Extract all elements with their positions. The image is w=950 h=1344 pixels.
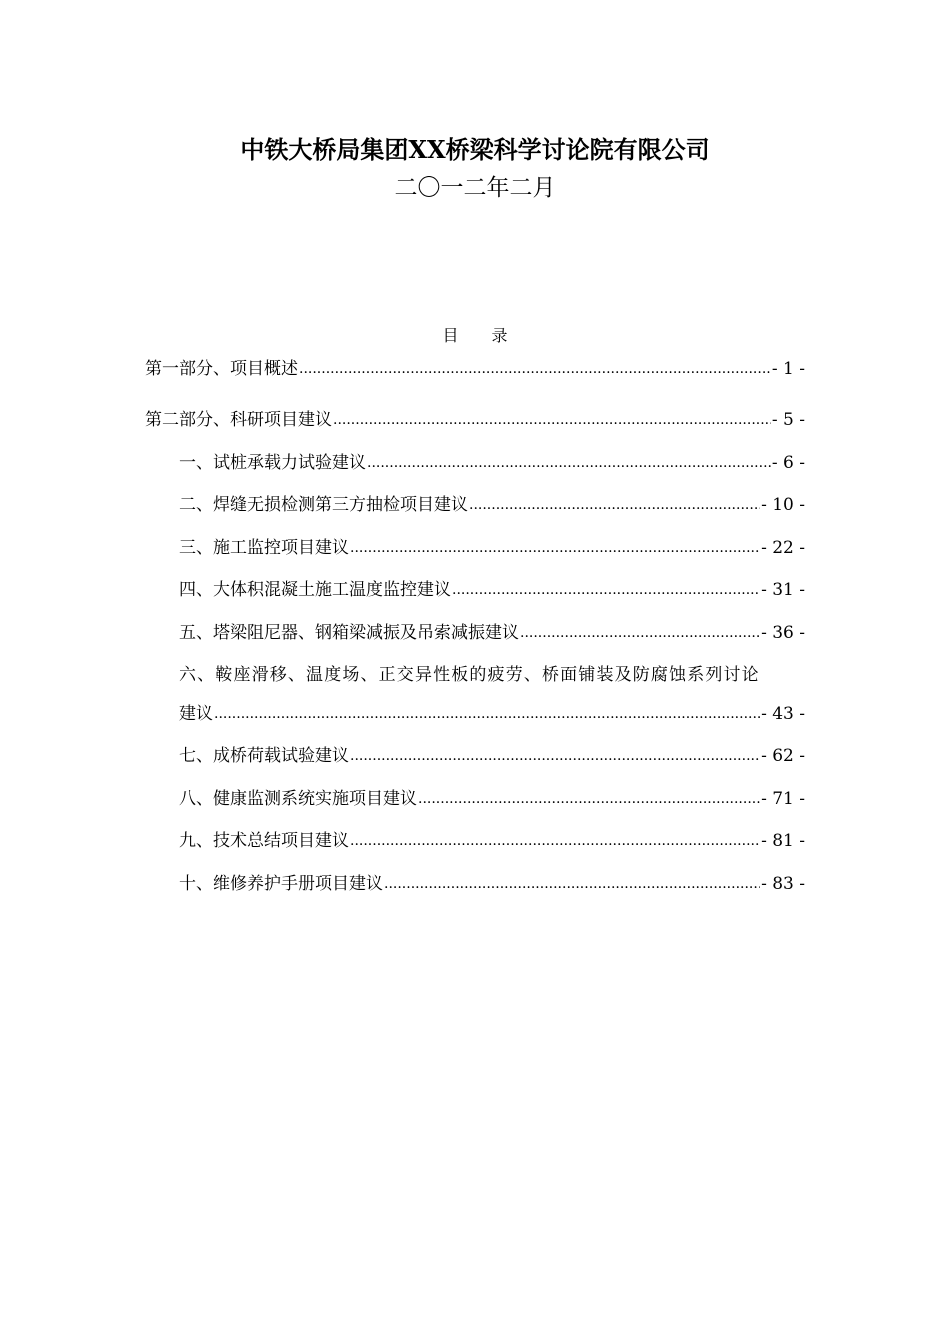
toc-entry-section-3[interactable] [179,536,805,560]
toc-leader-dots [350,536,760,560]
toc-leader-dots [299,357,771,381]
toc-entry-section-6-line-1[interactable]: 六、鞍座滑移、温度场、正交异性板的疲劳、桥面铺装及防腐蚀系列讨论 [179,665,760,685]
toc-entry-label: 七、成桥荷载试验建议 [179,746,349,766]
toc-entry-label: 二、焊缝无损检测第三方抽检项目建议 [179,495,468,515]
toc-page-number: - 83 - [761,874,805,894]
toc-entry-section-7[interactable] [179,744,805,768]
toc-entry-section-4[interactable] [179,578,805,602]
toc-entry-section-6[interactable] [179,702,805,726]
toc-page-number: - 81 - [761,831,805,851]
toc-entry-section-10[interactable] [179,872,805,896]
toc-entry-label: 五、塔梁阻尼器、钢箱梁减振及吊索减振建议 [179,623,519,643]
toc-entry-label: 第一部分、项目概述 [145,359,298,379]
organization-title: 中铁大桥局集团XX桥梁科学讨论院有限公司 [240,135,710,164]
toc-leader-dots [350,829,760,853]
document-date: 二〇一二年二月 [394,175,556,201]
toc-entry-section-8[interactable] [179,787,805,811]
toc-entry-label: 一、试桩承载力试验建议 [179,453,366,473]
toc-leader-dots [350,744,760,768]
toc-entry-section-5[interactable] [179,621,805,645]
toc-heading: 目 录 [442,326,522,345]
toc-entry-section-1[interactable] [179,451,805,475]
toc-entry-part-1[interactable] [145,357,805,381]
toc-page-number: - 31 - [761,580,805,600]
toc-entry-label: 十、维修养护手册项目建议 [179,874,383,894]
toc-page-number: - 5 - [771,410,805,430]
toc-entry-label: 九、技术总结项目建议 [179,831,349,851]
toc-leader-dots [214,702,760,726]
toc-page-number: - 43 - [761,704,805,724]
toc-leader-dots [520,621,760,645]
toc-page-number: - 6 - [771,453,805,473]
toc-entry-label: 八、健康监测系统实施项目建议 [179,789,417,809]
toc-entry-section-2[interactable] [179,493,805,517]
toc-page-number: - 71 - [761,789,805,809]
toc-entry-section-9[interactable] [179,829,805,853]
toc-entry-part-2[interactable] [145,408,805,432]
toc-entry-label: 三、施工监控项目建议 [179,538,349,558]
toc-leader-dots [367,451,771,475]
toc-entry-label: 四、大体积混凝土施工温度监控建议 [179,580,451,600]
toc-page-number: - 62 - [761,746,805,766]
toc-page-number: - 10 - [761,495,805,515]
toc-leader-dots [469,493,760,517]
toc-leader-dots [384,872,760,896]
toc-entry-label: 第二部分、科研项目建议 [145,410,332,430]
toc-page-number: - 1 - [771,359,805,379]
toc-leader-dots [333,408,771,432]
toc-page-number: - 22 - [761,538,805,558]
toc-page-number: - 36 - [761,623,805,643]
toc-entry-label: 建议 [179,704,213,724]
toc-leader-dots [418,787,760,811]
toc-leader-dots [452,578,760,602]
